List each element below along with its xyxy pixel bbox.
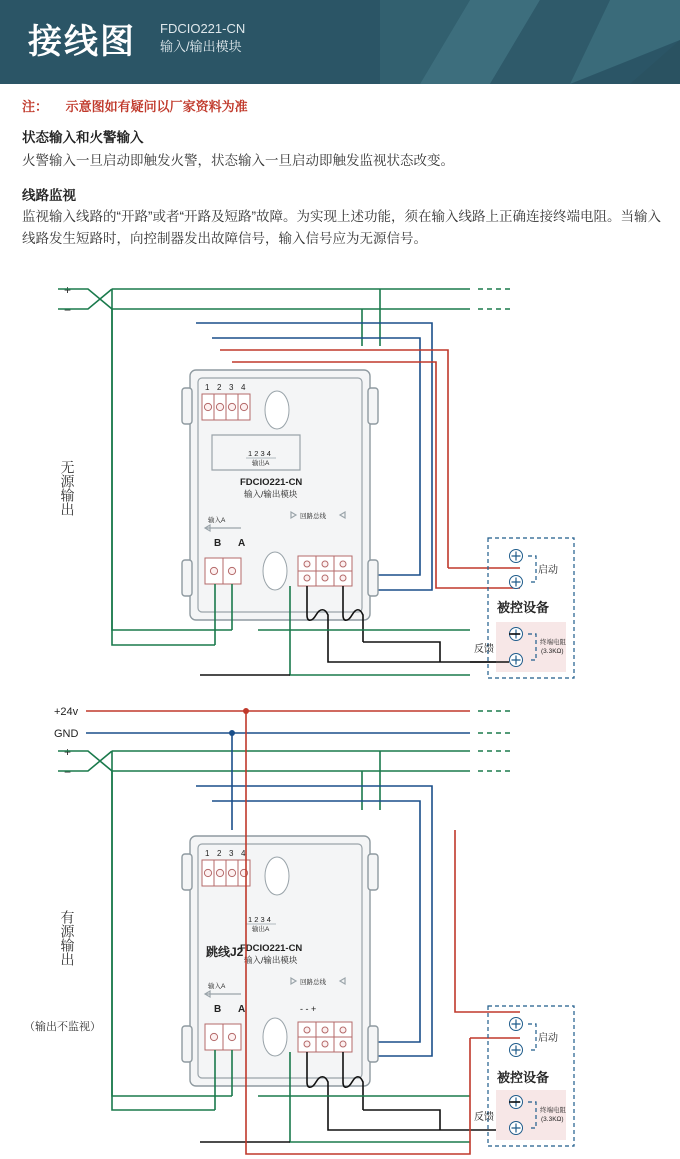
- module-bottom-a: A: [238, 1004, 246, 1015]
- header-facets-decoration: [380, 0, 680, 84]
- module-bottom-name: FDCIO221-CN: [240, 943, 303, 954]
- wiring-diagram-svg: [0, 270, 680, 1159]
- module-top-b: B: [214, 538, 222, 549]
- module-bottom-out-label: 1 2 3 4: [248, 915, 271, 924]
- device-top-start: 启动: [538, 565, 558, 576]
- svg-text:2: 2: [217, 849, 222, 858]
- svg-text:3: 3: [229, 383, 234, 392]
- device-bottom-resistor-val: (3.3KΩ): [541, 1116, 564, 1123]
- top-side-label: 无源输出: [59, 460, 76, 516]
- device-top-resistor-val: (3.3KΩ): [541, 648, 564, 655]
- wiring-diagram: [0, 270, 680, 1159]
- module-top-in-label: 输入A: [208, 517, 226, 524]
- bottom-minus-label: −: [64, 765, 72, 779]
- module-bottom-in-label: 输入A: [208, 983, 226, 990]
- power-plus-label: +24v: [54, 706, 79, 718]
- device-bottom-start: 启动: [538, 1033, 558, 1044]
- section-2-title: 线路监视: [22, 188, 76, 203]
- svg-text:4: 4: [241, 849, 246, 858]
- top-minus-label: −: [64, 303, 72, 317]
- module-bottom-out-sub: 输出A: [252, 926, 270, 933]
- module-top-name: FDCIO221-CN: [240, 477, 303, 488]
- module-bottom-b: B: [214, 1004, 222, 1015]
- header-subtitle: [160, 20, 245, 56]
- bottom-plus-label: +: [64, 745, 72, 759]
- module-bottom: [182, 836, 378, 1086]
- jumper-label: 跳线J2: [206, 945, 244, 959]
- controlled-device-top: [474, 538, 574, 678]
- notice-text: 示意图如有疑问以厂家资料为准: [65, 99, 248, 114]
- module-top-out-label: 1 2 3 4: [248, 449, 271, 458]
- device-top-title: 被控设备: [497, 600, 550, 615]
- page-title: 接线图: [28, 23, 136, 61]
- device-bottom-resistor: 终端电阻: [540, 1107, 566, 1114]
- section-1-title: 状态输入和火警输入: [22, 130, 144, 145]
- module-top: [182, 370, 378, 620]
- device-top-resistor: 终端电阻: [540, 639, 566, 646]
- bottom-side-label: 有源输出: [59, 910, 76, 966]
- power-gnd-label: GND: [54, 728, 79, 740]
- page-header: [0, 0, 680, 84]
- notice-line: [22, 96, 248, 115]
- svg-text:4: 4: [241, 383, 246, 392]
- bottom-side-note: （输出不监视）: [24, 1021, 101, 1033]
- header-module: 输入/输出模块: [160, 39, 242, 54]
- module-top-name-sub: 输入/输出模块: [244, 489, 298, 499]
- svg-text:3: 3: [229, 849, 234, 858]
- top-plus-label: +: [64, 283, 72, 297]
- device-top-feedback: 反馈: [474, 644, 494, 655]
- module-bottom-loop-label: 回路总线: [300, 979, 326, 986]
- module-top-loop-label: 回路总线: [300, 513, 326, 520]
- section-1-body: 火警输入一旦启动即触发火警，状态输入一旦启动即触发监视状态改变。: [22, 153, 454, 168]
- svg-text:2: 2: [217, 383, 222, 392]
- module-top-a: A: [238, 538, 246, 549]
- device-bottom-feedback: 反馈: [474, 1112, 494, 1123]
- header-model: FDCIO221-CN: [160, 21, 246, 36]
- controlled-device-bottom: [474, 1006, 574, 1146]
- notice-label: 注：: [22, 99, 49, 114]
- section-2-body: 监视输入线路的“开路”或者“开路及短路”故障。为实现上述功能，须在输入线路上正确连接终端电阻。当输入线路发生短路时，向控制器发出故障信号，输入信号应为无源信号。: [22, 209, 661, 246]
- module-bottom-name-sub: 输入/输出模块: [244, 955, 298, 965]
- svg-text:1: 1: [205, 383, 210, 392]
- module-bottom-polarity: - - +: [300, 1004, 317, 1014]
- svg-text:1: 1: [205, 849, 210, 858]
- module-top-out-sub: 输出A: [252, 460, 270, 467]
- device-bottom-title: 被控设备: [497, 1070, 550, 1085]
